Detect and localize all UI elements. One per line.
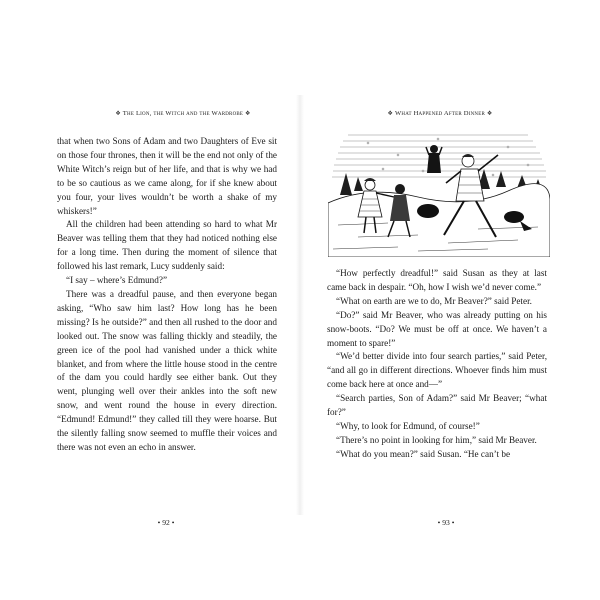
ornament-icon: ❖ <box>486 111 493 117</box>
ornament-icon: ❖ <box>245 111 251 117</box>
left-page-number: • 92 • <box>157 518 175 527</box>
paragraph: that when two Sons of Adam and two Daughters of Eve sit on those four thrones, then it will be the end not only of the White Witch’s reign but of her life, and that is why we had to be so cautious as we came along, for if she knew about you four, your lives wouldn’t be worth a shake of my whiskers!” <box>57 136 277 216</box>
paragraph: “What do you mean?” said Susan. “He can’t be <box>336 448 511 459</box>
ornament-icon: ❖ <box>115 111 121 117</box>
left-running-head-title: The Lion, the Witch and the Wardrobe <box>122 110 244 117</box>
paragraph: “We’d better divide into four search parties,” said Peter, “and all go in different directions. Whoever finds him must come back here at once and—” <box>327 351 547 390</box>
paragraph: “What on earth are we to do, Mr Beaver?” said Peter. <box>336 295 532 306</box>
right-body-text <box>327 267 547 462</box>
paragraph: “There’s no point in looking for him,” said Mr Beaver. <box>336 434 537 445</box>
paragraph: There was a dreadful pause, and then everyone began asking, “Who saw him last? How long has he been missing? Is he outside?” and then all rushed to the door and looked out. The snow was falling thickly and steadily, the green ice of the pool had vanished under a thick white blanket, and from where the little house stood in the centre of the dam you could hardly see either bank. Out they went, plunging well over their ankles into the soft new snow, and went round the house in every direction. “Edmund! Edmund!” they called till they were hoarse. But the silently falling snow seemed to muffle their voices and there was not even an echo in answer. <box>57 288 277 452</box>
chapter-illustration <box>328 125 550 257</box>
paragraph: “Do?” said Mr Beaver, who was already putting on his snow-boots. “Do? We must be off at once. We haven’t a moment to spare!” <box>327 309 547 348</box>
left-running-head <box>88 110 278 117</box>
right-running-head <box>330 110 550 117</box>
right-page <box>300 0 600 600</box>
paragraph: “I say – where’s Edmund?” <box>66 275 168 286</box>
paragraph: “Search parties, Son of Adam?” said Mr Beaver; “what for?” <box>327 393 547 418</box>
snow-search-illustration <box>328 125 550 257</box>
paragraph: All the children had been attending so hard to what Mr Beaver was telling them that they had noticed nothing else for a long time. Then during the moment of silence that followed his last remark, Lucy suddenly said: <box>57 219 277 272</box>
right-page-number: • 93 • <box>437 518 455 527</box>
paragraph: “How perfectly dreadful!” said Susan as they at last came back in despair. “Oh, how I wish we’d never come.” <box>327 268 547 292</box>
right-running-head-title: What Happened After Dinner <box>394 110 485 117</box>
left-body-text <box>57 135 277 455</box>
ornament-icon: ❖ <box>387 111 394 117</box>
paragraph: “Why, to look for Edmund, of course!” <box>336 420 480 431</box>
